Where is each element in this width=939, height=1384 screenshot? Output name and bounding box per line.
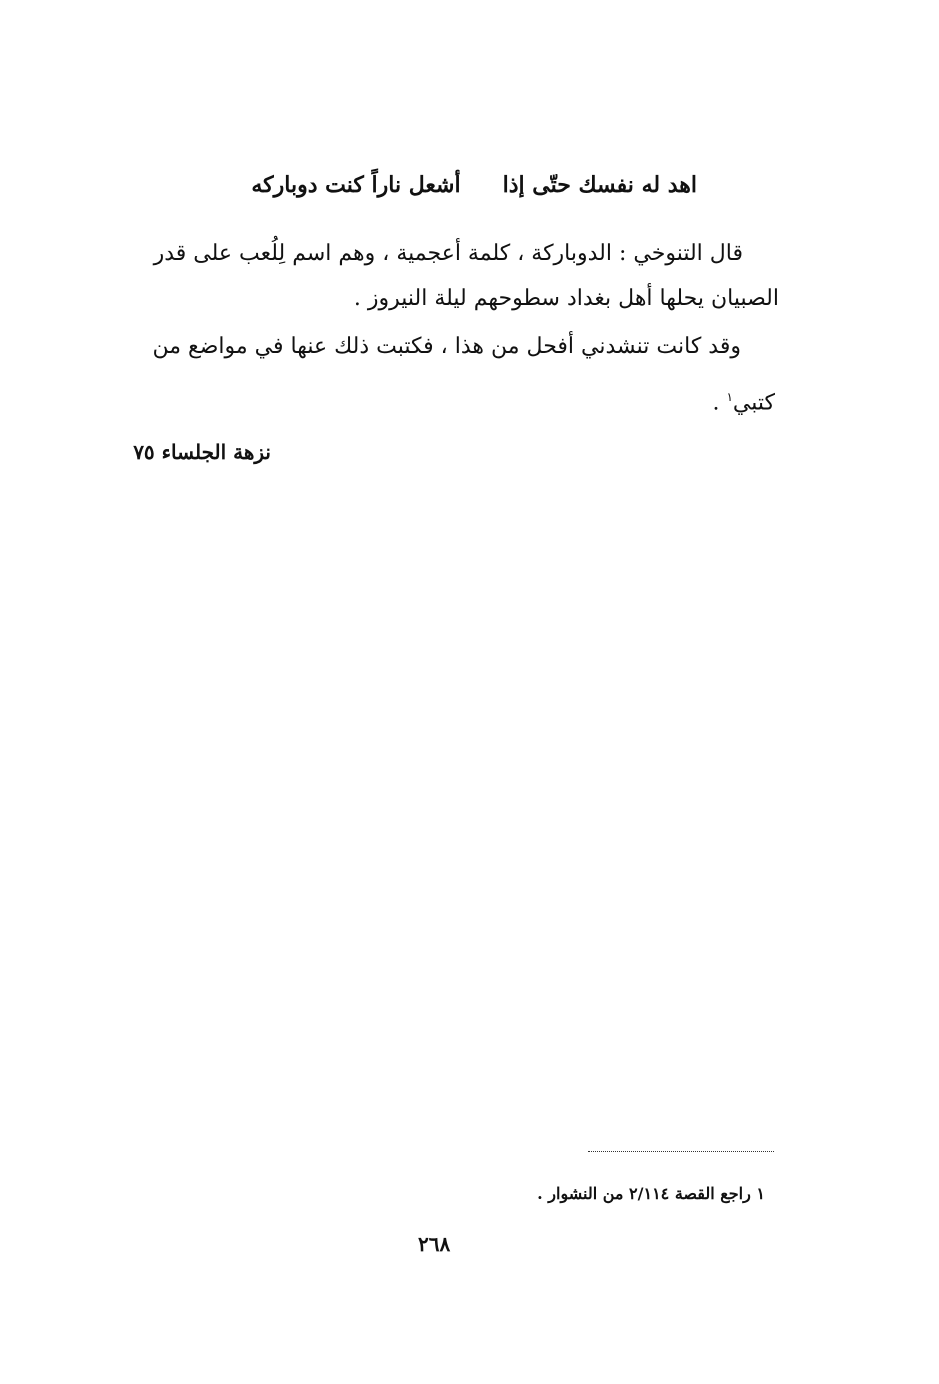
body-line-end: .: [712, 390, 727, 416]
poem-verse: [251, 172, 697, 198]
body-line: وقد كانت تنشدني أفحل من هذا ، فكتبت ذلك عنها في مواضع من: [152, 334, 741, 359]
body-line: الصبيان يحلها أهل بغداد سطوحهم ليلة النيروز .: [353, 286, 779, 311]
footnote: ١ راجع القصة ٢/١١٤ من النشوار .: [537, 1184, 765, 1203]
body-line-text: كتبي: [732, 390, 775, 416]
verse-first-hemistich: اهد له نفسك حتّى إذا: [502, 172, 697, 198]
body-line: قال التنوخي : الدوباركة ، كلمة أعجمية ، وهم اسم لِلُعب على قدر: [153, 241, 743, 266]
page-number: ٢٦٨: [418, 1232, 451, 1256]
body-line: [712, 383, 775, 417]
source-reference: نزهة الجلساء ٧٥: [133, 440, 271, 464]
footnote-divider: [588, 1151, 774, 1152]
verse-second-hemistich: أشعل ناراً كنت دوباركه: [251, 172, 461, 198]
footnote-marker: ١: [726, 390, 733, 404]
